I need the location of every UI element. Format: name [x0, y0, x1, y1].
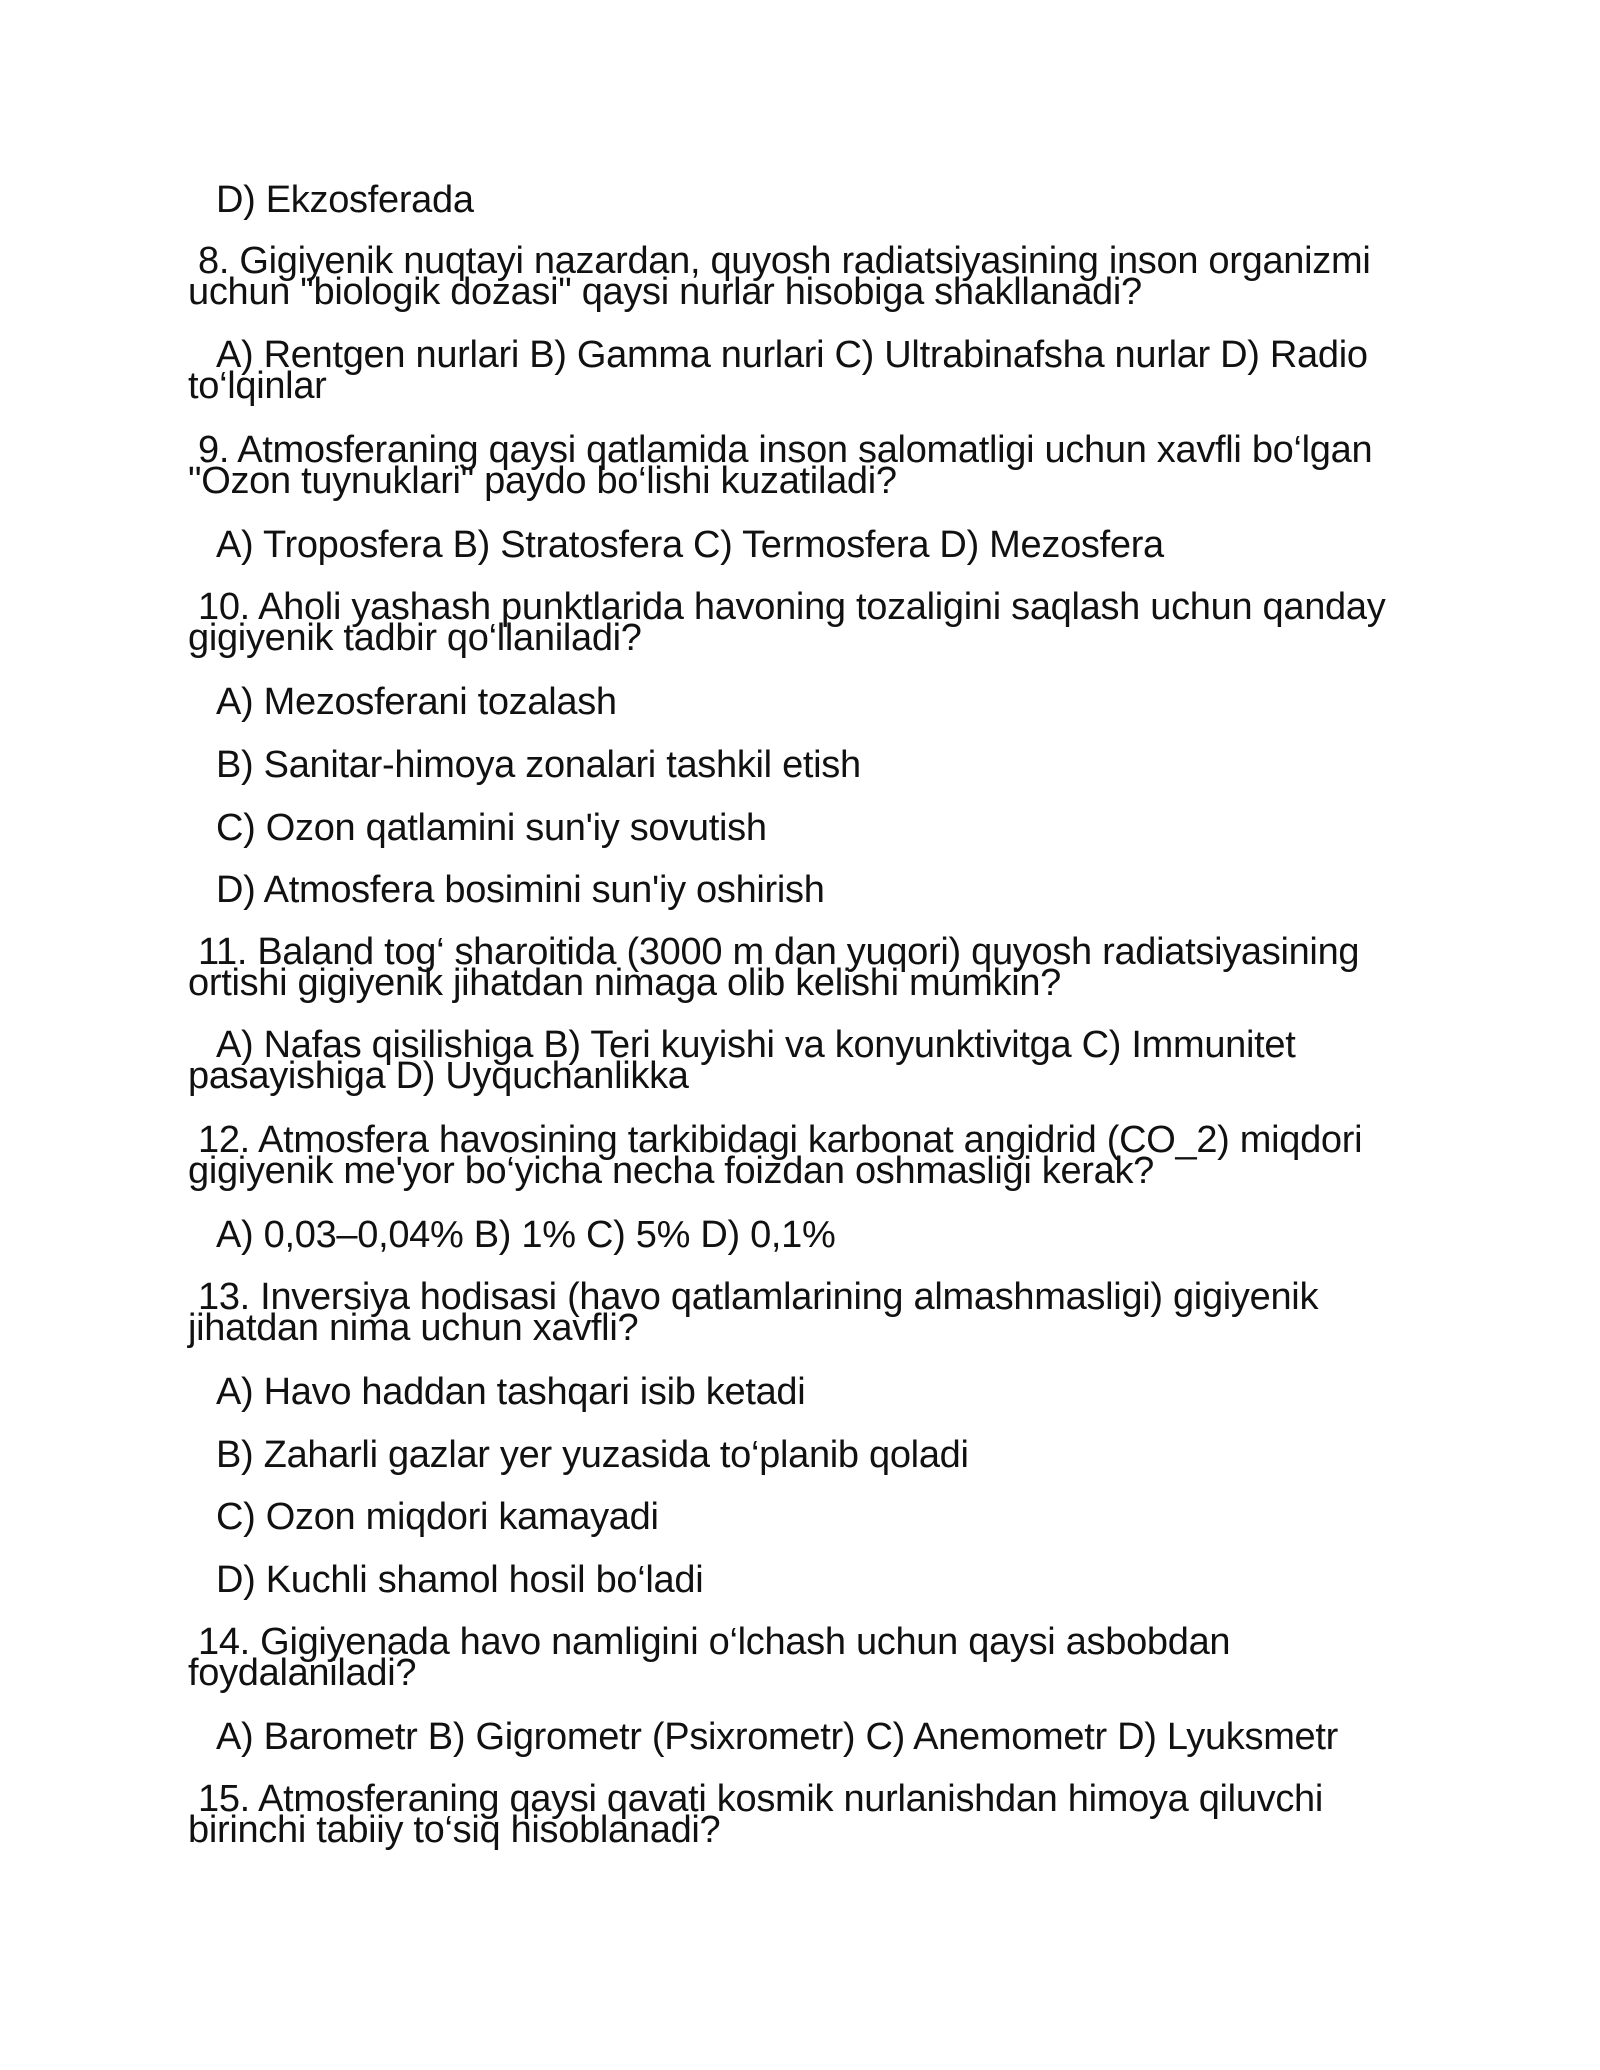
- question-8: [188, 240, 1428, 313]
- answer-option: D) Ekzosferada: [216, 179, 474, 221]
- answer-option: D) Atmosfera bosimini sun'iy oshirish: [216, 869, 825, 911]
- question-11: [188, 931, 1428, 1004]
- answer-option: A) 0,03–0,04% B) 1% C) 5% D) 0,1%: [216, 1214, 836, 1256]
- question-text: ortishi gigiyenik jihatdan nimaga olib kelishi mumkin?: [188, 962, 1062, 1004]
- question-text: 12. Atmosfera havosining tarkibidagi karbonat angidrid (CO_2) miqdori: [198, 1119, 1363, 1161]
- question-14: [188, 1621, 1428, 1694]
- answer-option: to‘lqinlar: [188, 365, 327, 407]
- question-text: 13. Inversiya hodisasi (havo qatlamlarining almashmasligi) gigiyenik: [198, 1276, 1319, 1318]
- answer-options: [188, 334, 1368, 407]
- question-text: "Ozon tuynuklari" paydo bo‘lishi kuzatiladi?: [188, 460, 897, 502]
- answer-option: A) Rentgen nurlari B) Gamma nurlari C) Ultrabinafsha nurlar D) Radio: [216, 334, 1368, 376]
- question-text: gigiyenik me'yor bo‘yicha necha foizdan oshmasligi kerak?: [188, 1150, 1155, 1192]
- answer-option: B) Sanitar-himoya zonalari tashkil etish: [216, 744, 861, 786]
- question-text: jihatdan nima uchun xavfli?: [188, 1307, 639, 1349]
- answer-option: pasayishiga D) Uyquchanlikka: [188, 1055, 689, 1097]
- question-10: [188, 586, 1428, 659]
- question-15: [188, 1778, 1428, 1851]
- answer-option: A) Havo haddan tashqari isib ketadi: [216, 1371, 806, 1413]
- answer-option: A) Mezosferani tozalash: [216, 681, 617, 723]
- question-text: 15. Atmosferaning qaysi qavati kosmik nurlanishdan himoya qiluvchi: [198, 1778, 1324, 1820]
- question-text: foydalaniladi?: [188, 1652, 417, 1694]
- answer-options: [188, 1024, 1296, 1097]
- answer-option: A) Troposfera B) Stratosfera C) Termosfera D) Mezosfera: [216, 524, 1164, 566]
- question-9: [188, 429, 1428, 502]
- question-text: birinchi tabiiy to‘siq hisoblanadi?: [188, 1809, 721, 1851]
- answer-option: C) Ozon miqdori kamayadi: [216, 1496, 659, 1538]
- question-text: 9. Atmosferaning qaysi qatlamida inson salomatligi uchun xavfli bo‘lgan: [198, 429, 1373, 471]
- answer-option: A) Nafas qisilishiga B) Teri kuyishi va konyunktivitga C) Immunitet: [216, 1024, 1296, 1066]
- question-12: [188, 1119, 1428, 1192]
- answer-option: C) Ozon qatlamini sun'iy sovutish: [216, 807, 767, 849]
- answer-option: D) Kuchli shamol hosil bo‘ladi: [216, 1559, 704, 1601]
- question-text: 14. Gigiyenada havo namligini o‘lchash uchun qaysi asbobdan: [198, 1621, 1231, 1663]
- answer-option: B) Zaharli gazlar yer yuzasida to‘planib qoladi: [216, 1434, 969, 1476]
- question-text: 10. Aholi yashash punktlarida havoning tozaligini saqlash uchun qanday: [198, 586, 1386, 628]
- question-text: gigiyenik tadbir qo‘llaniladi?: [188, 617, 642, 659]
- question-text: uchun "biologik dozasi" qaysi nurlar hisobiga shakllanadi?: [188, 271, 1142, 313]
- question-text: 11. Baland tog‘ sharoitida (3000 m dan yuqori) quyosh radiatsiyasining: [198, 931, 1360, 973]
- question-text: 8. Gigiyenik nuqtayi nazardan, quyosh radiatsiyasining inson organizmi: [198, 240, 1371, 282]
- answer-option: A) Barometr B) Gigrometr (Psixrometr) C) Anemometr D) Lyuksmetr: [216, 1716, 1338, 1758]
- question-13: [188, 1276, 1428, 1349]
